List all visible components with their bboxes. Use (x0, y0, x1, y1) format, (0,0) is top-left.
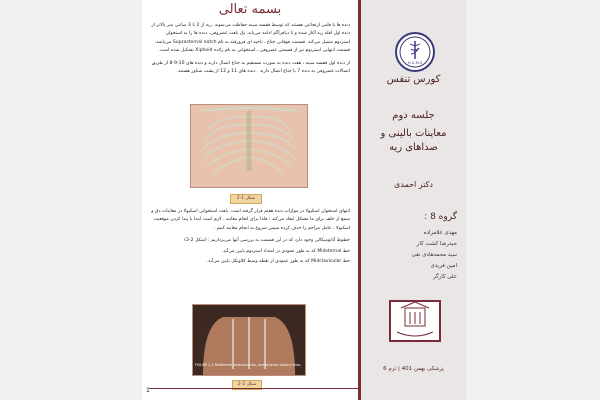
logo-text: H-U-M-S (407, 61, 423, 65)
paragraph-midsternal: خط Midsternal که به طور عمودی در امتداد استرنوم پایین می‌آید. (221, 248, 350, 254)
topic-line-2: صداهای ریه (389, 142, 438, 153)
footer-term: پزشکی بهمن 401 | ترم 6 (383, 366, 444, 372)
member-name: مهدی غلامزاده (423, 230, 457, 236)
figure-caption: شکل 2-2 (232, 380, 262, 390)
main-content (150, 0, 350, 400)
session-label: جلسه دوم (392, 110, 435, 121)
figure-label: FIGURE 2-2 Midsternal, midclavicular, and anterior axillary lines. (195, 363, 302, 367)
association-logo (389, 300, 441, 342)
ribcage-illustration (191, 105, 307, 187)
members-list (361, 228, 457, 283)
ribcage-figure (190, 104, 308, 188)
university-logo (395, 32, 435, 72)
page-number: 1 (146, 387, 150, 394)
member-name: امین فریدی (430, 263, 457, 269)
member-name: سید محمدهادی نقی (411, 252, 457, 258)
doctor-name: دکتر احمدی (394, 180, 433, 189)
building-emblem-icon (391, 302, 439, 340)
paragraph-anatomical-lines: خطوط آناتومیکالی وجود دارد که در این قسمت به بررسی آنها می‌پردازیم : (شکل 2-2) (184, 238, 350, 244)
paragraph-scapula: انتهای استخوان اسکپولا در موازات دنده هفتم قرار گرفته است. بافت استخوانی اسکپولا در معاینات دق و سمع از خلف برای ما مشکل ایجاد می‌کند ؛ فلذا برای انجام معاینه ، لازم است ابتدا با پیدا کردن موقعیت اسکپولا ، عامل مزاحم را حذف کرده سپس شروع به انجام معاینه کنیم . (151, 209, 350, 231)
member-name: حیدرضا کشت کار (416, 241, 457, 247)
paragraph-ribs: دنده ها یا فلس ازتجاعی هستند که توسط قفسه سینه حفاظت می‌شوند. ریه از 2 تا 3 سانتی متر بالاتر از دنده اول اقله ریه آغاز شده و تا دیافراگم ادامه می‌یابد. یک بافت غضروفی، دنده ها را به استخوان استرنوم متصل می‌کند. قسمت فوقانی جناغ ، ناحیه ای فرورفته به نام Suprasternal notch می‌باشد. قسمت انتهایی استرنوم نیز از قسمتی غضروفی ـ استخوانی به نام زائده Xiphoid تشکیل شده است. (151, 23, 350, 54)
figure-caption: شکل 1-2 (230, 194, 262, 204)
course-title: کورس تنفس (386, 74, 441, 85)
cover-sidebar (358, 0, 466, 400)
torso-figure (192, 304, 306, 376)
footer-line (149, 388, 359, 389)
topic-line-1: معاینات بالینی و (380, 128, 447, 139)
bismillah-header: بسمه تعالی (218, 2, 282, 17)
member-name: علی کارگر (432, 274, 457, 280)
paragraph-attachments: از دنده اول قفسه سینه ، هفت دنده به صورت مستقیم به جناغ اتصال دارند و دنده های 10-9-8 از طریق اتصالات غضروفی به دنده 7 یا جناغ اتصال دارند . دنده های 11 و 12 از پشت شناور هستند. (151, 60, 350, 75)
paragraph-midclavicular: خط Midclavicular که به طور عمودی از نقطه وسط کلاویکل پایین می‌آید. (206, 259, 350, 265)
group-label: گروه 8 : (424, 212, 457, 222)
